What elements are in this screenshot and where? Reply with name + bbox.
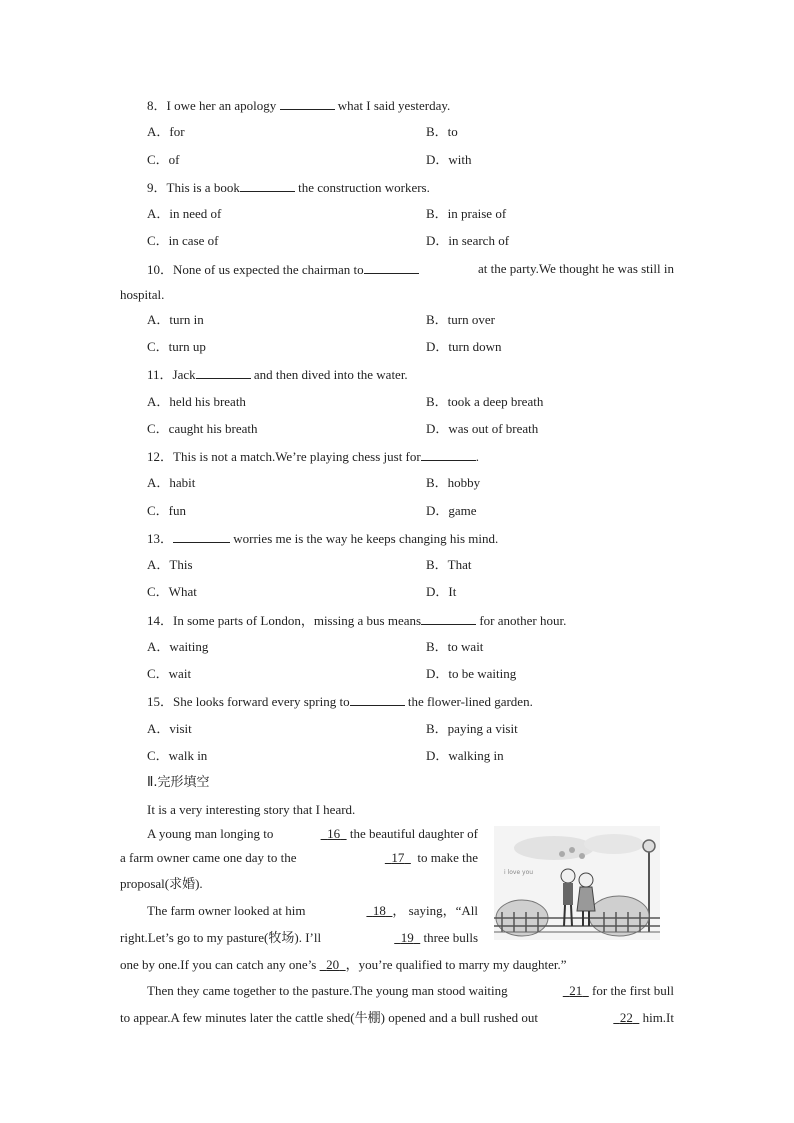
option-14c: C．wait (147, 666, 192, 681)
question-8: 8．I owe her an apology what I said yesterday. (147, 98, 451, 113)
option-12d: D．game (426, 503, 477, 518)
option-13d: D．It (426, 584, 457, 599)
option-11c: C．caught his breath (147, 421, 258, 436)
option-9d: D．in search of (426, 233, 510, 248)
question-9: 9．This is a book the construction workers. (147, 180, 430, 195)
passage-p2-line1: The farm owner looked at him 18 ， saying，“All (147, 903, 478, 918)
blank-17: 17 (391, 850, 405, 865)
answer-blank (421, 612, 476, 625)
passage-p1-line3: proposal(求婚). (120, 876, 203, 891)
option-15b: B．paying a visit (426, 721, 518, 736)
passage-p3-line1: Then they came together to the pasture.The young man stood waiting 21 for the first bull (147, 983, 674, 998)
option-13c: C．What (147, 584, 197, 599)
passage-p1-line2: a farm owner came one day to the 17 to make the (120, 850, 478, 865)
passage-p1-line1: A young man longing to 16 the beautiful daughter of (147, 826, 478, 841)
option-15c: C．walk in (147, 748, 208, 763)
option-10b: B．turn over (426, 312, 495, 327)
blank-19: 19 (400, 930, 414, 945)
option-12c: C．fun (147, 503, 187, 518)
section-title: Ⅱ.完形填空 (147, 775, 210, 790)
option-10a: A．turn in (147, 312, 204, 327)
answer-blank (173, 530, 230, 543)
blank-21: 21 (569, 983, 583, 998)
option-8c: C．of (147, 152, 180, 167)
question-10-continued: hospital. (120, 287, 165, 302)
answer-blank (196, 366, 251, 379)
question-12: 12．This is not a match.We’re playing chess just for . (147, 449, 479, 464)
answer-blank (280, 97, 335, 110)
option-11d: D．was out of breath (426, 421, 539, 436)
blank-20: 20 (326, 957, 340, 972)
option-9c: C．in case of (147, 233, 219, 248)
option-15a: A．visit (147, 721, 192, 736)
question-15: 15．She looks forward every spring to the flower-lined garden. (147, 694, 533, 709)
option-8d: D．with (426, 152, 472, 167)
question-10: 10．None of us expected the chairman to at the party.We thought he was still in (147, 261, 674, 277)
blank-22: 22 (619, 1010, 633, 1025)
option-11a: A．held his breath (147, 394, 246, 409)
answer-blank (350, 693, 405, 706)
answer-blank (421, 448, 476, 461)
blank-18: 18 (372, 903, 386, 918)
option-9b: B．in praise of (426, 206, 507, 221)
option-14a: A．waiting (147, 639, 209, 654)
question-14: 14．In some parts of London，missing a bus means for another hour. (147, 613, 567, 628)
option-12b: B．hobby (426, 475, 481, 490)
option-14d: D．to be waiting (426, 666, 517, 681)
option-9a: A．in need of (147, 206, 222, 221)
option-8b: B．to (426, 124, 458, 139)
option-10c: C．turn up (147, 339, 206, 354)
option-13b: B．That (426, 557, 472, 572)
answer-blank (364, 261, 419, 274)
passage-intro: It is a very interesting story that I heard. (147, 802, 356, 817)
option-13a: A．This (147, 557, 193, 572)
option-12a: A．habit (147, 475, 196, 490)
couple-illustration (494, 826, 660, 940)
blank-16: 16 (327, 826, 341, 841)
option-14b: B．to wait (426, 639, 484, 654)
illustration-caption: i love you (504, 869, 534, 876)
option-10d: D．turn down (426, 339, 502, 354)
answer-blank (240, 179, 295, 192)
option-15d: D．walking in (426, 748, 504, 763)
passage-p3-line2: to appear.A few minutes later the cattle shed(牛棚) opened and a bull rushed out 22 him.It (120, 1010, 674, 1025)
option-8a: A．for (147, 124, 185, 139)
question-11: 11．Jack and then dived into the water. (147, 367, 408, 382)
option-11b: B．took a deep breath (426, 394, 544, 409)
passage-p2-line3: one by one.If you can catch any one’s 20 ，you’re qualified to marry my daughter.” (120, 957, 567, 972)
passage-p2-line2: right.Let’s go to my pasture(牧场). I’ll 19 three bulls (120, 930, 478, 945)
question-13: 13． worries me is the way he keeps changing his mind. (147, 531, 499, 546)
